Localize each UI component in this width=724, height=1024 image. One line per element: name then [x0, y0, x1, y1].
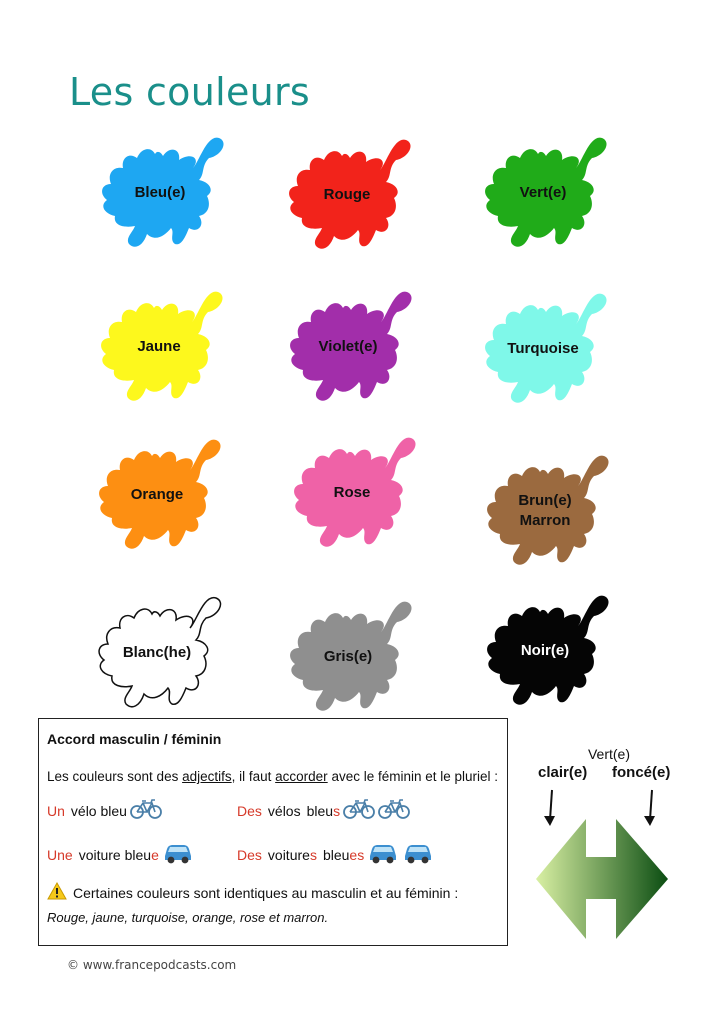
splash-label: Jaune [137, 338, 181, 355]
splash-label: Brun(e) Marron [518, 492, 572, 529]
splash-label: Rose [333, 484, 371, 501]
noun: vélo [267, 802, 294, 819]
splash-yellow [94, 282, 224, 412]
light-label: clair(e) [538, 764, 588, 781]
intro-text: avec le féminin et le pluriel : [327, 769, 499, 784]
bicycle-icon [378, 799, 410, 824]
determiner: Une [47, 846, 73, 863]
splash-label: Blanc(he) [122, 644, 192, 661]
feminine-ending: e [151, 846, 159, 863]
invariant-colors-list: Rouge, jaune, turquoise, orange, rose et marron. [47, 910, 329, 925]
down-arrow-left [544, 790, 555, 826]
shades-heading: Vert(e) [587, 746, 630, 762]
feminine-plural-ending: es [349, 846, 365, 863]
example-plural [237, 796, 410, 826]
splash-label: Gris(e) [323, 648, 373, 665]
phrase: vélo bleu [70, 802, 127, 819]
footer-copyright: © www.francepodcasts.com [67, 958, 237, 972]
determiner: Des [237, 802, 262, 819]
shades-graphic [524, 742, 694, 952]
adjectifs-term: adjectifs [182, 769, 232, 784]
adjective: bleu [306, 802, 334, 819]
noun: voiture [267, 846, 310, 863]
splash-brown [480, 446, 610, 576]
page-title: Les couleurs [69, 70, 311, 114]
splash-label: Noir(e) [520, 642, 570, 659]
example-row-car [47, 840, 499, 874]
warning-icon [47, 882, 67, 905]
splash-label: Bleu(e) [134, 184, 186, 201]
plural-ending: s [333, 802, 341, 819]
splash-label: Vert(e) [519, 184, 567, 201]
splash-label: Rouge [323, 186, 371, 203]
car-icon [367, 841, 399, 870]
intro-text: Les couleurs sont des [47, 769, 183, 784]
plural-ending: s [309, 846, 317, 863]
accorder-term: accorder [275, 769, 328, 784]
gradient-double-arrow-icon [536, 819, 668, 939]
plural-ending: s [293, 802, 301, 819]
agreement-intro [47, 767, 499, 786]
splash-label: Orange [130, 486, 184, 503]
dark-label: foncé(e) [612, 764, 671, 781]
agreement-box [38, 718, 508, 946]
shades-diagram [524, 742, 694, 952]
splash-black [480, 586, 610, 716]
splash-blue [95, 128, 225, 258]
car-icon [402, 841, 434, 870]
splash-red [282, 130, 412, 260]
example-plural [237, 840, 434, 870]
splash-white [92, 588, 222, 718]
splash-label: Violet(e) [318, 338, 378, 355]
splash-label: Turquoise [507, 340, 579, 357]
example-singular [47, 840, 194, 870]
splash-green [478, 128, 608, 258]
splash-turquoise [478, 284, 608, 414]
intro-text: , il faut [231, 769, 276, 784]
determiner: Un [47, 802, 65, 819]
note [47, 882, 499, 905]
splash-purple [283, 282, 413, 412]
agreement-title: Accord masculin / féminin [47, 731, 222, 747]
bicycle-icon [343, 799, 375, 824]
phrase: voiture bleu [78, 846, 152, 863]
splash-grey [283, 592, 413, 722]
car-icon [162, 841, 194, 870]
example-singular [47, 796, 162, 826]
splash-orange [92, 430, 222, 560]
example-row-bike [47, 796, 499, 830]
splash-pink [287, 428, 417, 558]
bicycle-icon [130, 799, 162, 824]
down-arrow-right [644, 790, 655, 826]
note-text: Certaines couleurs sont identiques au masculin et au féminin : [73, 885, 459, 901]
adjective: bleu [322, 846, 350, 863]
determiner: Des [237, 846, 262, 863]
